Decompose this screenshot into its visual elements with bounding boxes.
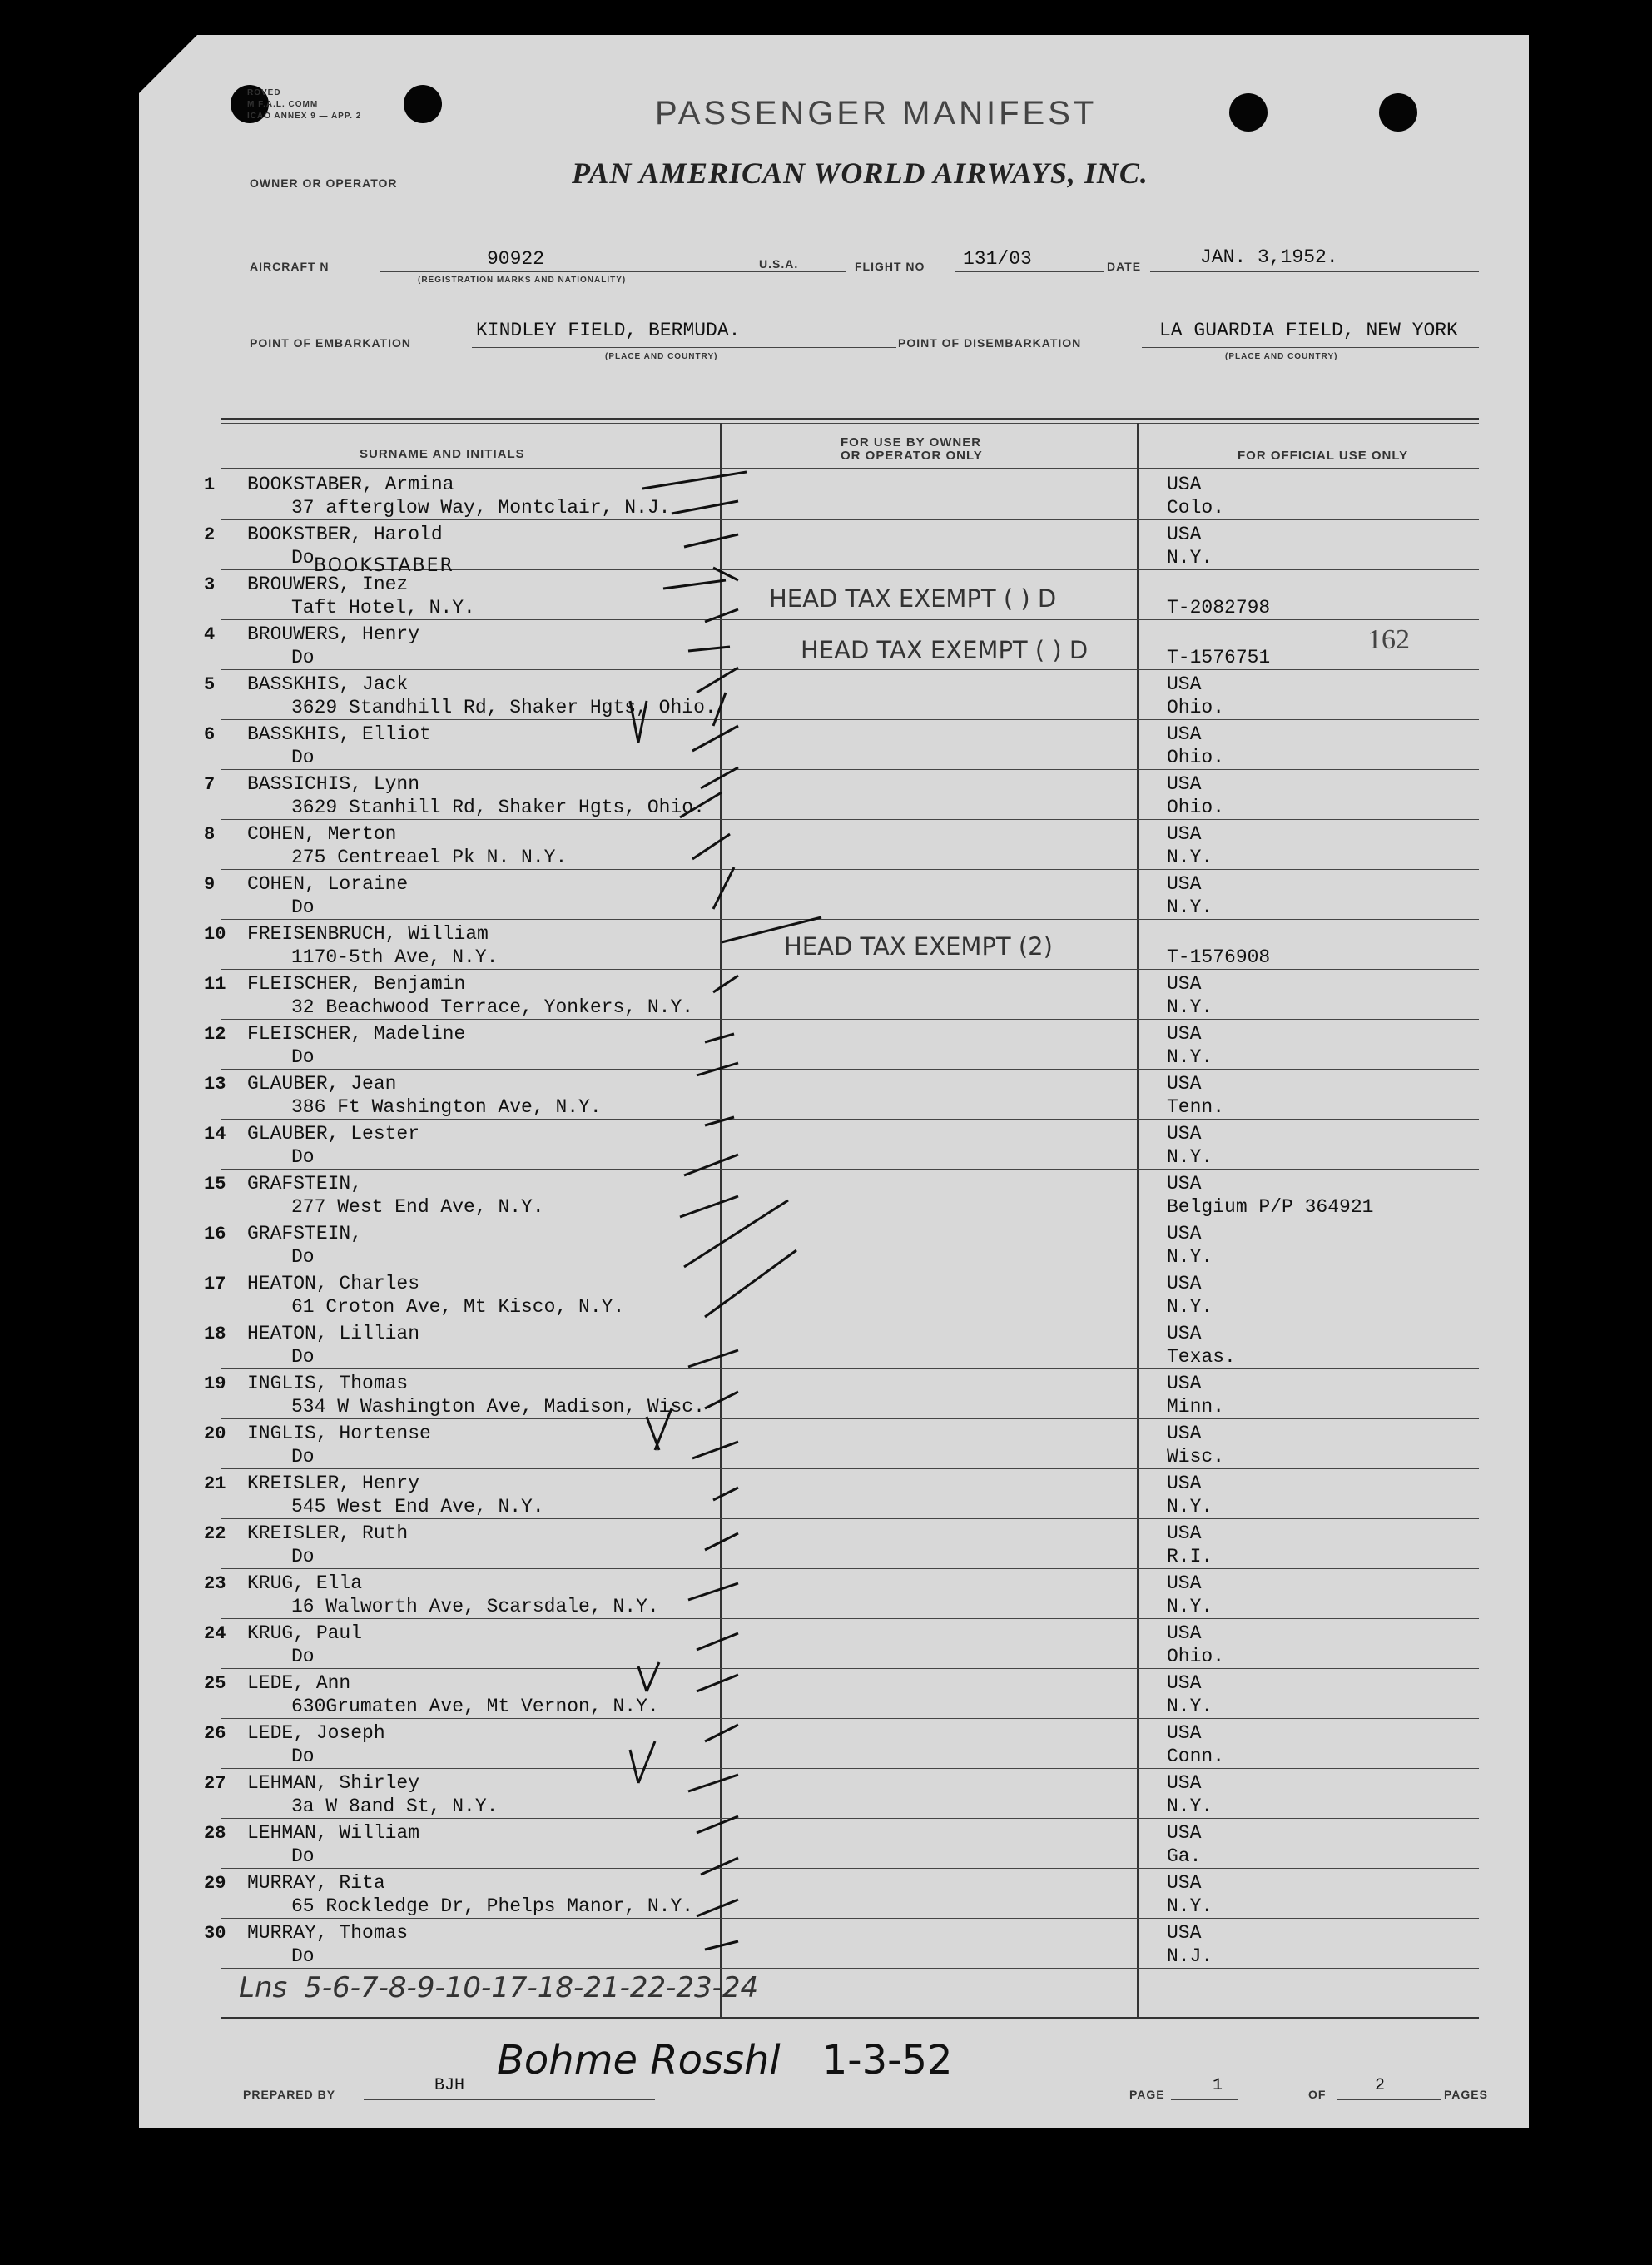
official-nationality: USA: [1167, 1722, 1202, 1744]
official-nationality: USA: [1167, 1622, 1202, 1644]
passenger-address: Do: [291, 1945, 315, 1967]
row-number: 10: [204, 924, 226, 945]
owner-value: PAN AMERICAN WORLD AIRWAYS, INC.: [572, 156, 1148, 190]
row-number: 5: [204, 674, 216, 695]
passenger-name: FLEISCHER, Benjamin: [247, 973, 466, 995]
nationality: U.S.A.: [759, 257, 799, 271]
pages-label: PAGES: [1444, 2088, 1488, 2101]
passenger-name: HEATON, Charles: [247, 1273, 420, 1294]
official-residence: T-1576908: [1167, 946, 1271, 968]
official-nationality: USA: [1167, 1473, 1202, 1494]
passenger-address: Do: [291, 1646, 315, 1667]
embarkation-label: POINT OF EMBARKATION: [250, 336, 411, 350]
official-residence: N.Y.: [1167, 1246, 1213, 1268]
official-nationality: USA: [1167, 1373, 1202, 1394]
passenger-address: 386 Ft Washington Ave, N.Y.: [291, 1096, 602, 1118]
official-nationality: USA: [1167, 1423, 1202, 1444]
passenger-address: 65 Rockledge Dr, Phelps Manor, N.Y.: [291, 1895, 694, 1917]
row-number: 1: [204, 474, 216, 495]
disembarkation-value: LA GUARDIA FIELD, NEW YORK: [1159, 320, 1458, 341]
official-residence: N.Y.: [1167, 1895, 1213, 1917]
official-nationality: USA: [1167, 723, 1202, 745]
passenger-name: BOOKSTABER, Armina: [247, 474, 454, 495]
passenger-address: 3a W 8and St, N.Y.: [291, 1796, 499, 1817]
official-residence: N.Y.: [1167, 1796, 1213, 1817]
passenger-name: INGLIS, Hortense: [247, 1423, 431, 1444]
passenger-name: HEATON, Lillian: [247, 1323, 420, 1344]
row-number: 23: [204, 1573, 226, 1594]
official-residence: R.I.: [1167, 1546, 1213, 1567]
official-residence: Ohio.: [1167, 797, 1225, 818]
row-number: 6: [204, 724, 216, 745]
place-caption: (PLACE AND COUNTRY): [1225, 352, 1338, 361]
row-number: 17: [204, 1274, 226, 1294]
passenger-name: COHEN, Loraine: [247, 873, 409, 895]
row-number: 2: [204, 524, 216, 545]
handwritten-correction: BOOKSTABER: [314, 555, 454, 576]
official-residence: Ohio.: [1167, 1646, 1225, 1667]
official-nationality: USA: [1167, 1522, 1202, 1544]
official-residence: N.Y.: [1167, 996, 1213, 1018]
row-number: 29: [204, 1873, 226, 1894]
row-number: 19: [204, 1373, 226, 1394]
passenger-name: KRUG, Ella: [247, 1572, 363, 1594]
passenger-name: BROUWERS, Inez: [247, 574, 409, 595]
row-number: 21: [204, 1473, 226, 1494]
passenger-name: GLAUBER, Lester: [247, 1123, 420, 1145]
official-residence: N.Y.: [1167, 897, 1213, 918]
row-number: 12: [204, 1024, 226, 1045]
head-tax-stamp: HEAD TAX EXEMPT ( ) D: [769, 584, 1057, 613]
passenger-name: BROUWERS, Henry: [247, 623, 420, 645]
row-number: 27: [204, 1773, 226, 1794]
page-number-stamp: 162: [1367, 624, 1410, 655]
approval-note: M F.A.L. COMM: [247, 100, 319, 109]
official-residence: N.Y.: [1167, 1046, 1213, 1068]
passenger-address: 277 West End Ave, N.Y.: [291, 1196, 544, 1218]
official-nationality: USA: [1167, 673, 1202, 695]
row-number: 14: [204, 1124, 226, 1145]
passenger-address: Do: [291, 547, 315, 569]
passenger-name: INGLIS, Thomas: [247, 1373, 409, 1394]
official-nationality: USA: [1167, 1672, 1202, 1694]
passenger-name: BASSKHIS, Elliot: [247, 723, 431, 745]
passenger-name: KRUG, Paul: [247, 1622, 363, 1644]
handwritten-row-list: Lns 5-6-7-8-9-10-17-18-21-22-23-24: [239, 1971, 759, 2004]
row-number: 24: [204, 1623, 226, 1644]
official-nationality: USA: [1167, 1173, 1202, 1195]
page-title: PASSENGER MANIFEST: [655, 95, 1098, 132]
passenger-name: FREISENBRUCH, William: [247, 923, 489, 945]
official-nationality: USA: [1167, 524, 1202, 545]
official-nationality: USA: [1167, 773, 1202, 795]
row-number: 28: [204, 1823, 226, 1844]
passenger-name: LEDE, Joseph: [247, 1722, 385, 1744]
passenger-address: 3629 Standhill Rd, Shaker Hgts, Ohio.: [291, 697, 717, 718]
passenger-name: GRAFSTEIN,: [247, 1223, 363, 1244]
official-nationality: USA: [1167, 474, 1202, 495]
row-number: 11: [204, 974, 226, 995]
passenger-address: 61 Croton Ave, Mt Kisco, N.Y.: [291, 1296, 625, 1318]
passenger-address: Do: [291, 1546, 315, 1567]
official-residence: N.Y.: [1167, 1496, 1213, 1517]
official-residence: Minn.: [1167, 1396, 1225, 1418]
disembarkation-label: POINT OF DISEMBARKATION: [898, 336, 1082, 350]
official-nationality: USA: [1167, 1323, 1202, 1344]
official-nationality: USA: [1167, 1572, 1202, 1594]
passenger-name: BOOKSTBER, Harold: [247, 524, 443, 545]
row-number: 8: [204, 824, 216, 845]
passenger-address: 37 afterglow Way, Montclair, N.J.: [291, 497, 671, 519]
passenger-name: BASSKHIS, Jack: [247, 673, 409, 695]
official-residence: Ohio.: [1167, 697, 1225, 718]
passenger-address: Do: [291, 1346, 315, 1368]
passenger-address: 32 Beachwood Terrace, Yonkers, N.Y.: [291, 996, 694, 1018]
official-residence: Colo.: [1167, 497, 1225, 519]
row-number: 25: [204, 1673, 226, 1694]
passenger-address: Do: [291, 897, 315, 918]
passenger-address: Do: [291, 1845, 315, 1867]
row-number: 7: [204, 774, 216, 795]
row-number: 15: [204, 1174, 226, 1195]
official-residence: N.Y.: [1167, 1296, 1213, 1318]
passenger-address: 16 Walworth Ave, Scarsdale, N.Y.: [291, 1596, 659, 1617]
date-label: DATE: [1107, 260, 1142, 273]
passenger-address: Do: [291, 747, 315, 768]
manifest-page: [139, 35, 1529, 2128]
official-residence: T-2082798: [1167, 597, 1271, 618]
passenger-name: LEHMAN, William: [247, 1822, 420, 1844]
official-residence: N.Y.: [1167, 1696, 1213, 1717]
official-residence: Texas.: [1167, 1346, 1236, 1368]
row-number: 30: [204, 1923, 226, 1944]
official-nationality: USA: [1167, 1223, 1202, 1244]
official-nationality: USA: [1167, 1872, 1202, 1894]
passenger-name: GLAUBER, Jean: [247, 1073, 397, 1095]
approval-note: ROVED: [247, 88, 281, 97]
row-number: 9: [204, 874, 216, 895]
passenger-address: 545 West End Ave, N.Y.: [291, 1496, 544, 1517]
official-residence: N.Y.: [1167, 1146, 1213, 1168]
col-header-surname: SURNAME AND INITIALS: [360, 447, 525, 461]
official-nationality: USA: [1167, 1822, 1202, 1844]
date-value: JAN. 3,1952.: [1200, 246, 1338, 268]
official-residence: N.J.: [1167, 1945, 1213, 1967]
passenger-name: FLEISCHER, Madeline: [247, 1023, 466, 1045]
passenger-name: LEDE, Ann: [247, 1672, 351, 1694]
page-label: PAGE: [1129, 2088, 1165, 2101]
official-residence: Ohio.: [1167, 747, 1225, 768]
of-value: 2: [1375, 2076, 1386, 2095]
official-residence: T-1576751: [1167, 647, 1271, 668]
passenger-address: Taft Hotel, N.Y.: [291, 597, 475, 618]
passenger-name: MURRAY, Thomas: [247, 1922, 409, 1944]
passenger-address: Do: [291, 1246, 315, 1268]
approval-note: ICAO ANNEX 9 — APP. 2: [247, 112, 362, 121]
official-nationality: USA: [1167, 1023, 1202, 1045]
head-tax-stamp: HEAD TAX EXEMPT ( ) D: [801, 636, 1089, 664]
owner-label: OWNER OR OPERATOR: [250, 176, 398, 190]
passenger-name: KREISLER, Ruth: [247, 1522, 409, 1544]
flight-label: FLIGHT NO: [855, 260, 925, 273]
official-residence: Conn.: [1167, 1746, 1225, 1767]
official-nationality: USA: [1167, 823, 1202, 845]
passenger-address: 3629 Stanhill Rd, Shaker Hgts, Ohio.: [291, 797, 705, 818]
pen-tick-marks: [139, 35, 1529, 2128]
col-header-owner: FOR USE BY OWNER: [841, 435, 982, 450]
page-value: 1: [1213, 2076, 1223, 2095]
official-nationality: USA: [1167, 1922, 1202, 1944]
official-residence: N.Y.: [1167, 847, 1213, 868]
row-number: 26: [204, 1723, 226, 1744]
official-residence: Tenn.: [1167, 1096, 1225, 1118]
aircraft-label: AIRCRAFT N: [250, 260, 330, 273]
passenger-address: Do: [291, 1146, 315, 1168]
prepared-label: PREPARED BY: [243, 2088, 336, 2101]
passenger-address: Do: [291, 1446, 315, 1468]
col-header-official: FOR OFFICIAL USE ONLY: [1238, 449, 1409, 463]
official-residence: Ga.: [1167, 1845, 1202, 1867]
row-number: 3: [204, 574, 216, 595]
row-number: 13: [204, 1074, 226, 1095]
official-residence: Wisc.: [1167, 1446, 1225, 1468]
row-number: 18: [204, 1324, 226, 1344]
official-nationality: USA: [1167, 973, 1202, 995]
passenger-address: 275 Centreael Pk N. N.Y.: [291, 847, 568, 868]
of-label: OF: [1308, 2088, 1327, 2101]
passenger-name: GRAFSTEIN,: [247, 1173, 363, 1195]
row-number: 22: [204, 1523, 226, 1544]
official-nationality: USA: [1167, 873, 1202, 895]
official-nationality: USA: [1167, 1123, 1202, 1145]
passenger-address: Do: [291, 647, 315, 668]
passenger-name: BASSICHIS, Lynn: [247, 773, 420, 795]
passenger-address: Do: [291, 1746, 315, 1767]
row-number: 20: [204, 1423, 226, 1444]
aircraft-value: 90922: [487, 248, 545, 270]
passenger-name: KREISLER, Henry: [247, 1473, 420, 1494]
passenger-address: 534 W Washington Ave, Madison, Wisc.: [291, 1396, 705, 1418]
flight-value: 131/03: [963, 248, 1032, 270]
handwritten-signature: Bohme Rosshl 1-3-52: [497, 2037, 953, 2084]
registration-caption: (REGISTRATION MARKS AND NATIONALITY): [418, 276, 627, 285]
head-tax-stamp: HEAD TAX EXEMPT (2): [784, 932, 1053, 961]
official-nationality: USA: [1167, 1073, 1202, 1095]
row-number: 4: [204, 624, 216, 645]
place-caption: (PLACE AND COUNTRY): [605, 352, 718, 361]
passenger-name: LEHMAN, Shirley: [247, 1772, 420, 1794]
passenger-address: Do: [291, 1046, 315, 1068]
official-residence: N.Y.: [1167, 1596, 1213, 1617]
prepared-value: BJH: [434, 2076, 465, 2095]
embarkation-value: KINDLEY FIELD, BERMUDA.: [476, 320, 741, 341]
col-header-owner: OR OPERATOR ONLY: [841, 449, 983, 463]
row-number: 16: [204, 1224, 226, 1244]
passenger-name: COHEN, Merton: [247, 823, 397, 845]
passenger-address: 1170-5th Ave, N.Y.: [291, 946, 499, 968]
official-residence: Belgium P/P 364921: [1167, 1196, 1374, 1218]
official-nationality: USA: [1167, 1772, 1202, 1794]
passenger-name: MURRAY, Rita: [247, 1872, 385, 1894]
passenger-address: 630Grumaten Ave, Mt Vernon, N.Y.: [291, 1696, 659, 1717]
official-nationality: USA: [1167, 1273, 1202, 1294]
official-residence: N.Y.: [1167, 547, 1213, 569]
